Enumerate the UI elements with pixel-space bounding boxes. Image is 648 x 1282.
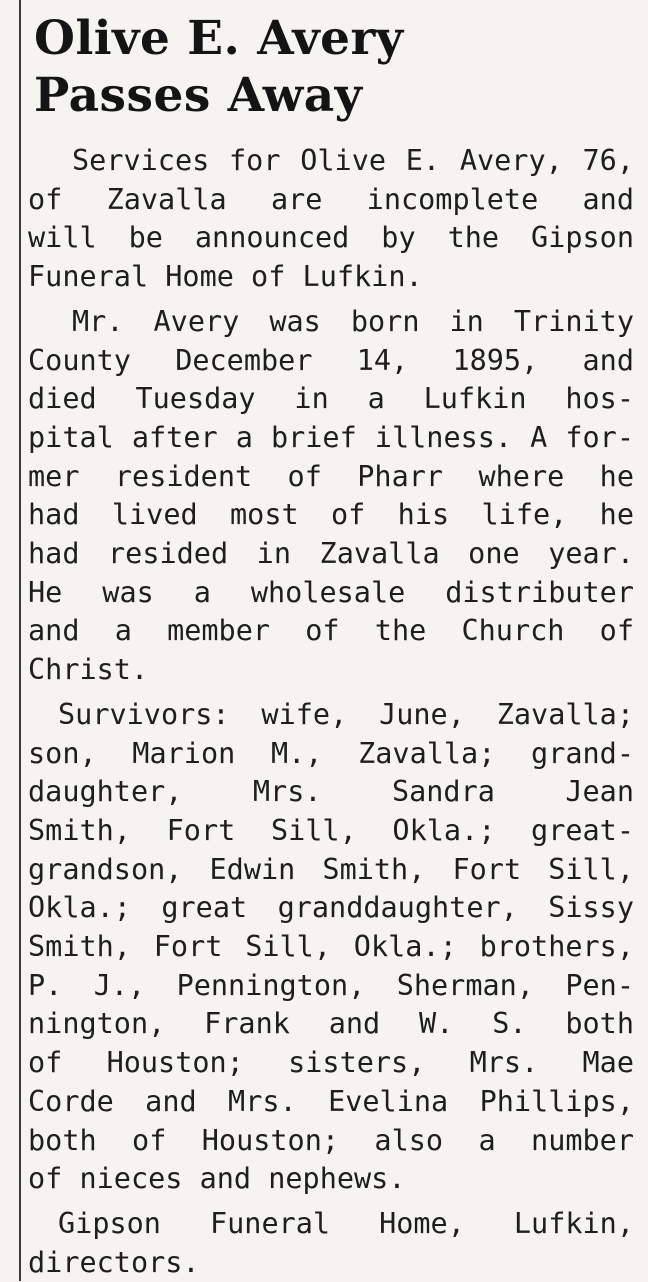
text-line: daughter, Mrs. Sandra Jean [28, 775, 634, 809]
paragraph-services [28, 142, 634, 297]
text-line: He was a wholesale distributer [28, 575, 634, 609]
text-line: directors. [28, 1245, 200, 1279]
text-line: County December 14, 1895, and [28, 343, 634, 377]
text-line: P. J., Pennington, Sherman, Pen- [28, 968, 634, 1002]
text-line: of Houston; sisters, Mrs. Mae [28, 1046, 634, 1080]
text-line: nington, Frank and W. S. both [28, 1007, 634, 1041]
text-line: Smith, Fort Sill, Okla.; brothers, [28, 930, 634, 964]
text-line: Corde and Mrs. Evelina Phillips, [28, 1084, 634, 1118]
headline-line-1: Olive E. Avery [34, 11, 404, 66]
headline-line-2: Passes Away [34, 68, 363, 123]
text-line: had resided in Zavalla one year. [28, 537, 634, 571]
text-line: had lived most of his life, he [28, 498, 634, 532]
text-line: Smith, Fort Sill, Okla.; great- [28, 813, 634, 847]
paragraph-survivors [28, 696, 634, 1199]
text-line: and a member of the Church of [28, 614, 634, 648]
text-line: Christ. [28, 653, 149, 687]
text-line: mer resident of Pharr where he [28, 459, 634, 493]
text-line: Services for Olive E. Avery, 76, [72, 144, 634, 177]
text-line: of nieces and nephews. [28, 1162, 406, 1196]
text-line: both of Houston; also a number [28, 1123, 634, 1157]
paragraph-directors [28, 1205, 634, 1282]
article-body [28, 142, 634, 1282]
column-rule [19, 0, 21, 1281]
text-line: pital after a brief illness. A for- [28, 420, 634, 454]
text-line: Survivors: wife, June, Zavalla; [58, 697, 634, 731]
text-line: Gipson Funeral Home, Lufkin, [58, 1206, 634, 1240]
text-line: will be announced by the Gipson [28, 221, 634, 255]
obituary-article [28, 10, 634, 1282]
text-line: Okla.; great granddaughter, Sissy [28, 891, 634, 925]
text-line: died Tuesday in a Lufkin hos- [28, 382, 634, 416]
text-line: grandson, Edwin Smith, Fort Sill, [28, 852, 634, 886]
text-line: of Zavalla are incomplete and [28, 182, 634, 216]
text-line: Mr. Avery was born in Trinity [72, 304, 634, 338]
paragraph-biography [28, 303, 634, 690]
text-line: son, Marion M., Zavalla; grand- [28, 736, 634, 770]
text-line: Funeral Home of Lufkin. [28, 260, 423, 294]
article-headline [28, 10, 634, 124]
